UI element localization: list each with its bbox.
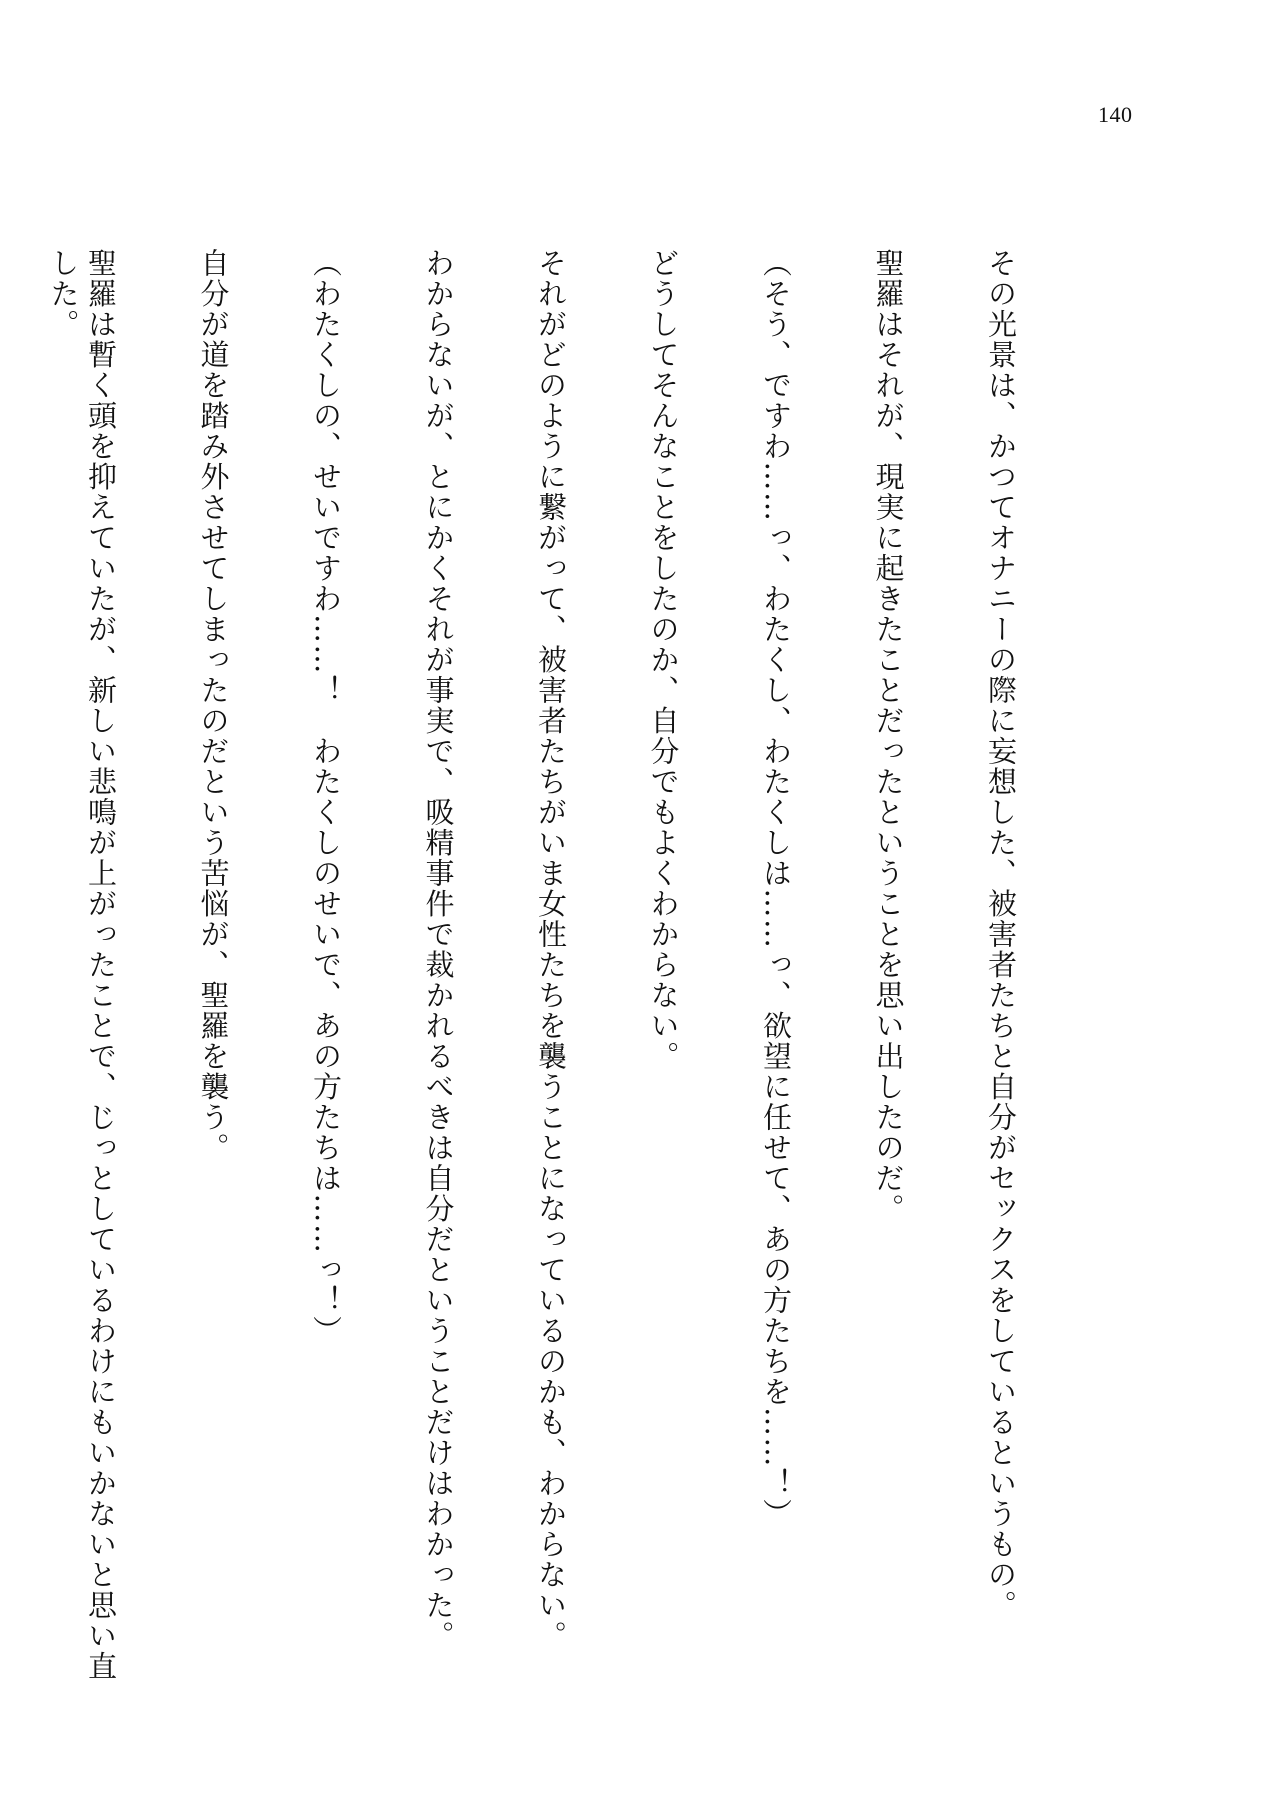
text-line: 自分が道を踏み外させてしまったのだという苦悩が、聖羅を襲う。 [196, 248, 231, 1163]
text-line: わからないが、とにかくそれが事実で、吸精事件で裁かれるべきは自分だということだけはわかった。 [421, 248, 456, 1651]
body-text [0, 248, 1094, 1688]
text-line: 聖羅は暫く頭を抑えていたが、新しい悲鳴が上がったことで、じっとしているわけにもいかないと思い直した。 [46, 248, 118, 1682]
text-line: それがどのように繋がって、被害者たちがいま女性たちを襲うことになっているのかも、わからない。 [534, 248, 568, 1651]
text-line: （そう、ですわ……っ、わたくし、わたくしは……っ、欲望に任せて、あの方たちを……！） [759, 248, 793, 1529]
page-number: 140 [1098, 102, 1133, 127]
text-line: その光景は、かつてオナニーの際に妄想した、被害者たちと自分がセックスをしているというもの。 [984, 248, 1018, 1621]
text-line: （わたくしの、せいですわ……！ わたくしのせいで、あの方たちは……っ！） [309, 248, 343, 1346]
text-line: どうしてそんなことをしたのか、自分でもよくわからない。 [646, 248, 681, 1072]
text-line: 聖羅はそれが、現実に起きたことだったということを思い出したのだ。 [871, 248, 906, 1224]
